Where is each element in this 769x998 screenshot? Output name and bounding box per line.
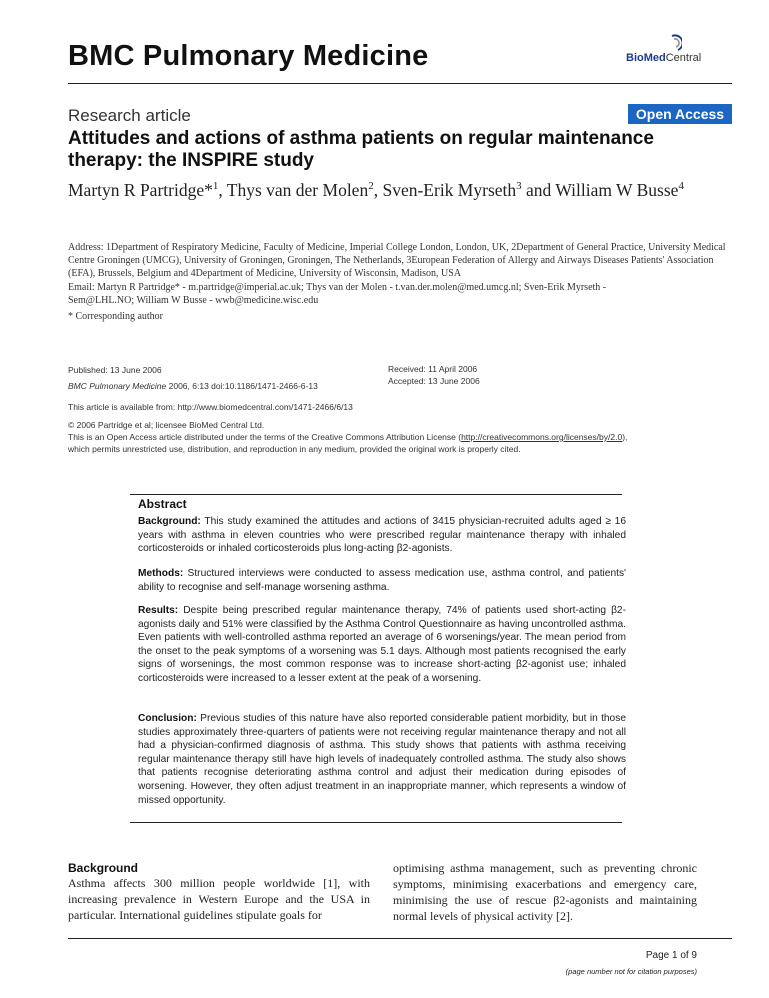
logo-text: BioMedCentral: [626, 52, 702, 64]
email-list: Email: Martyn R Partridge* - m.partridge@imperial.ac.uk; Thys van der Molen - t.van.der.molen@med.umcg.nl; Sven-Erik Myrseth - Sem@LHL.NO; William W Busse - wwb@medicine.wisc.edu: [68, 282, 607, 306]
copyright: © 2006 Partridge et al; licensee BioMed Central Ltd.: [68, 420, 265, 430]
open-access-badge: Open Access: [628, 104, 732, 124]
abstract-conclusion: Conclusion: Previous studies of this nature have also reported considerable patient morbidity, but in those studies approximately three-quarters of patients were not receiving regular maintenance therapy and not all had a physician-confirmed diagnosis of asthma. This study shows that patients with asthma receiving regular maintenance therapy still have high levels of inadequately controlled asthma. The study also shows that patients recognise deteriorating asthma control and adjust their medication during episodes of worsening. However, they often adjust treatment in an inappropriate manner, which represents a window of missed opportunity.: [138, 713, 626, 806]
article-title: Attitudes and actions of asthma patients on regular maintenance therapy: the INSPIRE study: [68, 128, 654, 171]
journal-title: BMC Pulmonary Medicine: [68, 40, 429, 72]
citation: BMC Pulmonary Medicine 2006, 6:13 doi:10.1186/1471-2466-6-13: [68, 381, 318, 391]
page-number: Page 1 of 9: [645, 950, 697, 961]
page-number-note: (page number not for citation purposes): [565, 967, 697, 976]
abstract-background: Background: This study examined the attitudes and actions of 3415 physician-recruited adults aged ≥ 16 years with asthma in eleven countries who were prescribed regular maintenance therapy with inhaled corticosteroids or inhaled corticosteroids plus long-acting β2-agonists.: [138, 516, 626, 555]
abstract-results: Results: Despite being prescribed regular maintenance therapy, 74% of patients used short-acting β2-agonists daily and 51% were classified by the Asthma Control Questionnaire as having uncontrolled asthma. Even patients with well-controlled asthma reported an average of 6 worsenings/year. The mean period from the onset to the peak symptoms of a worsening was 5.1 days. Although most patients recognised the early signs of worsenings, the most common response was to increase short-acting β2-agonist use; inhaled corticosteroids were increased to a lesser extent at the peak of a worsening.: [138, 605, 626, 684]
body-column-2: optimising asthma management, such as preventing chronic symptoms, minimising exacerbations and emergency care, minimising the use of rescue β2-agonists and maintaining normal levels of physical activity [2].: [393, 861, 697, 923]
header-rule: [68, 83, 732, 84]
author-list: Martyn R Partridge*$^1$, Thys van der Molen$^2$, Sven-Erik Myrseth$^3$ and William W Busse$^4$: [68, 179, 684, 200]
corresponding-author: * Corresponding author: [68, 311, 163, 322]
section-heading-background: Background: [68, 861, 139, 875]
abstract-top-rule: [130, 494, 622, 495]
affiliations: Address: 1Department of Respiratory Medicine, Faculty of Medicine, Imperial College London, London, UK, 2Department of General Practice, University Medical Centre Groningen (UMCG), University of Groningen, Groningen, The Netherlands, 3European Federation of Allergy and Airways Diseases Patients' Association (EFA), Brussels, Belgium and 4Department of Medicine, University of Wisconsin, Madison, USA: [68, 242, 726, 279]
abstract-bottom-rule: [130, 822, 622, 823]
body-column-1: Asthma affects 300 million people worldwide [1], with increasing prevalence in Western Europe and the USA in particular. International guidelines stipulate goals for: [68, 876, 370, 922]
article-type: Research article: [68, 106, 191, 125]
biomed-central-logo: [626, 34, 746, 70]
footer-rule: [68, 938, 732, 939]
accepted-date: Accepted: 13 June 2006: [388, 376, 480, 386]
abstract-methods: Methods: Structured interviews were conducted to assess medication use, asthma control, and patients' ability to recognise and self-manage worsening asthma.: [138, 568, 626, 593]
article-url[interactable]: This article is available from: http://www.biomedcentral.com/1471-2466/6/13: [68, 402, 353, 412]
published-date: Published: 13 June 2006: [68, 365, 162, 375]
license-link[interactable]: http://creativecommons.org/licenses/by/2.0: [461, 432, 623, 442]
license-line: This is an Open Access article distributed under the terms of the Creative Commons Attribution License (http://creativecommons.org/licenses/by/2.0),: [68, 432, 628, 442]
abstract-heading: Abstract: [138, 497, 187, 511]
biomed-arc-icon: [668, 34, 682, 52]
license-terms: which permits unrestricted use, distribution, and reproduction in any medium, provided the original work is properly cited.: [68, 444, 521, 454]
received-date: Received: 11 April 2006: [388, 364, 478, 374]
